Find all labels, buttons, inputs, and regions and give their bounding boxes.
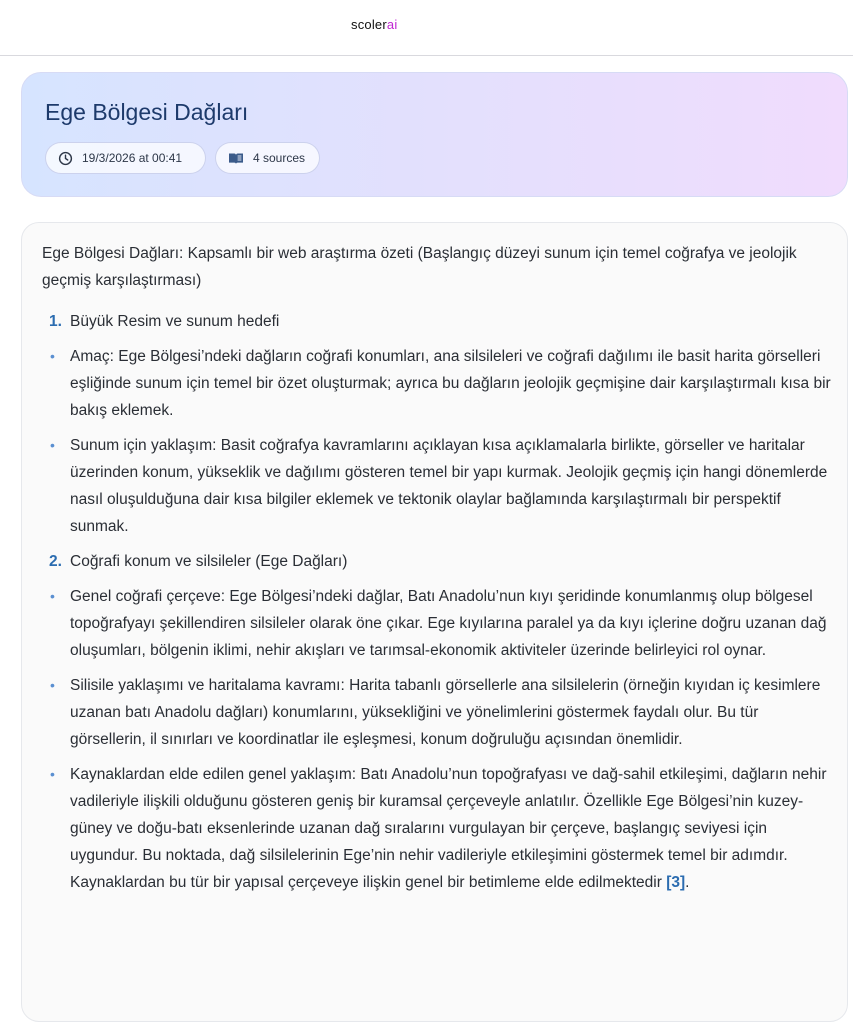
bullet-dot: • <box>50 677 55 693</box>
list-item-text: Kaynaklardan elde edilen genel yaklaşım: Batı Anadolu’nun topoğrafyası ve dağ-sahil etkileşimi, dağların nehir vadileriyle ilişkili olduğunu gösteren geniş bir kuramsal çerçeveyle anlatılır. Özellikle Ege Bölgesi’nin kuzey-güney ve doğu-batı eksenlerinde uzanan dağ sıralarını vurgulayan bir çerçeve, başlangıç seviyesi için uygundur. Bu noktada, dağ silsilelerinin Ege’nin nehir vadileriyle etkileşimini göstermek temel bir adımdır. Kaynaklardan bu tür bir yapısal çerçeveye ilişkin genel bir betimleme elde edilmektedir <box>70 766 827 891</box>
section-heading <box>42 548 832 575</box>
logo-accent: ai <box>386 17 398 32</box>
list-item <box>42 343 832 424</box>
app-logo[interactable] <box>351 17 397 32</box>
list-item-text: Silisile yaklaşımı ve haritalama kavramı: Harita tabanlı görsellerle ana silsilelerin (örneğin kıyıdan iç kesimlere uzanan batı Anadolu dağları) konumlarını, yüksekliğini ve yönelimlerini göstermek faydalı olur. Bu tür görsellerin, il sınırları ve koordinatlar ile eşleşmesi, konum doğruluğu açısından önemlidir. <box>70 677 821 748</box>
list-item <box>42 672 832 753</box>
list-item-text: Amaç: Ege Bölgesi’ndeki dağların coğrafi konumları, ana silsileleri ve coğrafi dağılımı ile basit harita görselleri eşliğinde sunum için temel bir özet oluşturmak; ayrıca bu dağların jeolojik geçmişine dair karşılaştırmalı kısa bir bakış eklemek. <box>70 348 831 419</box>
list-item <box>42 761 832 896</box>
citation-link[interactable]: [3] <box>666 874 686 891</box>
section-title: Coğrafi konum ve silsileler (Ege Dağları) <box>70 553 348 570</box>
sources-button[interactable] <box>215 142 320 174</box>
bullet-dot: • <box>50 348 55 364</box>
book-icon <box>228 152 244 165</box>
bullet-dot: • <box>50 437 55 453</box>
report-intro: Ege Bölgesi Dağları: Kapsamlı bir web araştırma özeti (Başlangıç düzeyi sunum için temel coğrafya ve jeolojik geçmiş karşılaştırması) <box>42 245 797 289</box>
bullet-dot: • <box>50 766 55 782</box>
top-bar <box>0 0 853 56</box>
page-title: Ege Bölgesi Dağları <box>45 99 249 125</box>
section-title: Büyük Resim ve sunum hedefi <box>70 313 280 330</box>
sentence-end: . <box>685 874 690 891</box>
sources-count: 4 sources <box>253 151 306 165</box>
section-heading <box>42 308 832 335</box>
clock-icon <box>58 151 73 166</box>
list-item-text: Sunum için yaklaşım: Basit coğrafya kavramlarını açıklayan kısa açıklamalarla birlikte, görseller ve haritalar üzerinden konum, yükseklik ve dağılımı gösteren temel bir yapı kurmak. Jeolojik geçmiş için hangi dönemlerde nasıl oluşulduğuna dair kısa bilgiler eklemek ve tektonik olaylar bağlamında karşılaştırmalı bir perspektif sunmak. <box>70 437 828 535</box>
date-text: 19/3/2026 at 00:41 <box>82 151 183 165</box>
report-content-card <box>21 222 848 1022</box>
date-badge <box>45 142 206 174</box>
report-header-card <box>21 72 848 197</box>
bullet-dot: • <box>50 588 55 604</box>
list-item <box>42 432 832 540</box>
report-body <box>42 240 832 904</box>
list-item-text: Genel coğrafi çerçeve: Ege Bölgesi’ndeki dağlar, Batı Anadolu’nun kıyı şeridinde konumlanmış olup bölgesel topoğrafyayı şekillendiren silsileler olarak öne çıkar. Ege kıyılarına paralel ya da kıyı içlerine doğru uzanan dağ oluşumları, bölgenin iklimi, nehir akışları ve tarımsal-ekonomik aktiviteler üzerinde belirleyici rol oynar. <box>70 588 827 659</box>
logo-main: scoler <box>351 17 387 32</box>
section-number: 1. <box>49 313 62 330</box>
section-number: 2. <box>49 553 62 570</box>
list-item <box>42 583 832 664</box>
